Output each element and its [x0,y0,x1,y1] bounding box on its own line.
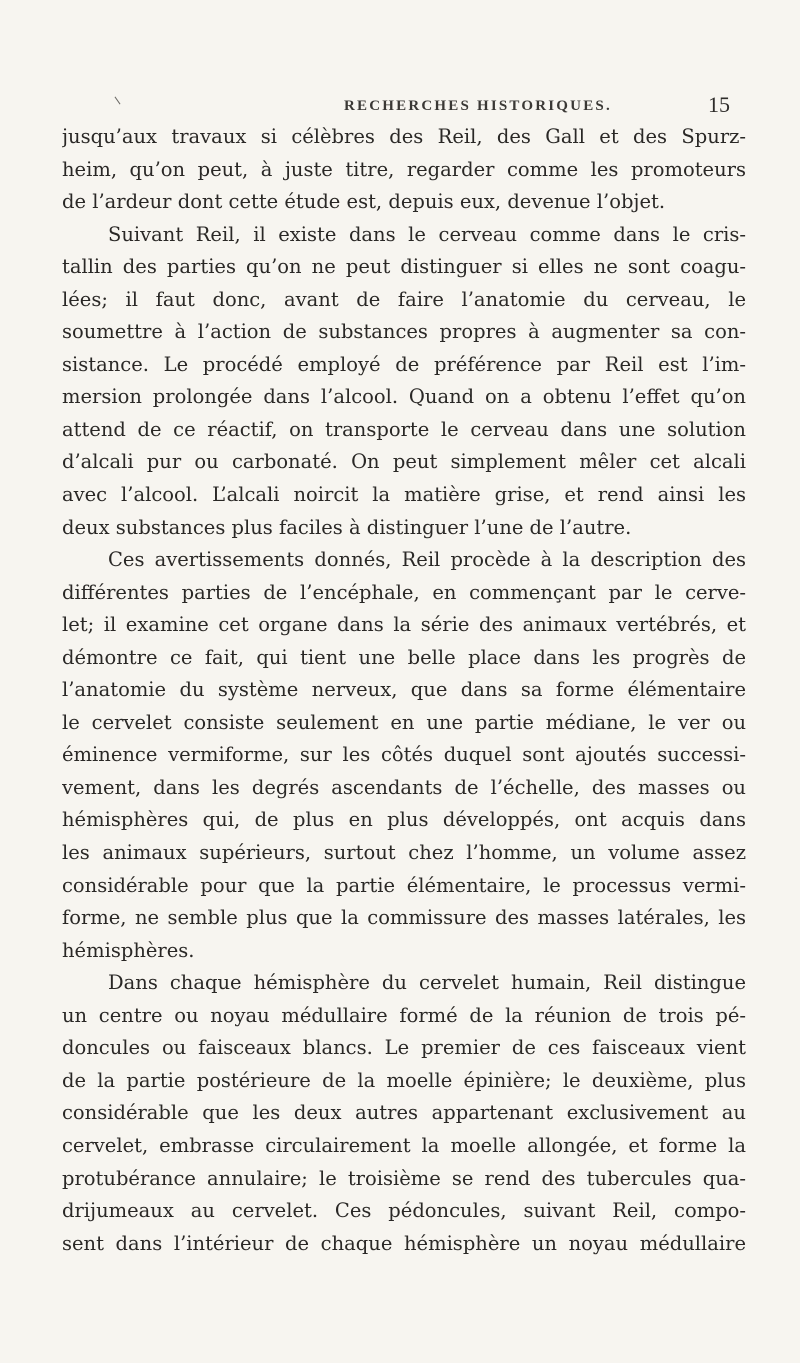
text-line: Suivant Reil, il existe dans le cerveau comme dans le cris- [108,222,746,246]
text-line: drijumeaux au cervelet. Ces pédoncules, suivant Reil, compo- [62,1199,746,1223]
text-line: considérable pour que la partie élémentaire, le processus vermi- [62,873,746,897]
text-line: hémisphères. [62,938,195,962]
text-line: let; il examine cet organe dans la série des animaux vertébrés, et [62,613,746,637]
text-line: Ces avertissements donnés, Reil procède à la description des [108,548,746,572]
body-text [62,121,746,1260]
text-line: Dans chaque hémisphère du cervelet humain, Reil distingue [108,971,746,995]
text-line: jusqu’aux travaux si célèbres des Reil, des Gall et des Spurz- [62,125,746,148]
header-title: RECHERCHES HISTORIQUES. [344,98,612,114]
text-line: protubérance annulaire; le troisième se rend des tubercules qua- [62,1166,746,1190]
text-line: sent dans l’intérieur de chaque hémisphère un noyau médullaire [62,1231,746,1255]
text-line: attend de ce réactif, on transporte le cerveau dans une solution [62,417,746,441]
text-line: cervelet, embrasse circulairement la moelle allongée, et forme la [62,1133,746,1157]
text-line: soumettre à l’action de substances propres à augmenter sa con- [62,320,746,344]
text-line: l’anatomie du système nerveux, que dans sa forme élémentaire [62,678,746,702]
text-line: éminence vermiforme, sur les côtés duquel sont ajoutés successi- [62,743,746,767]
text-line: forme, ne semble plus que la commissure des masses latérales, les [62,906,746,930]
text-line: considérable que les deux autres appartenant exclusivement au [62,1101,746,1125]
text-line: tallin des parties qu’on ne peut distinguer si elles ne sont coagu- [62,255,746,279]
text-line: lées; il faut donc, avant de faire l’anatomie du cerveau, le [62,287,746,311]
text-line: avec l’alcool. L’alcali noircit la matière grise, et rend ainsi les [62,483,746,507]
text-line: doncules ou faisceaux blancs. Le premier de ces faisceaux vient [62,1036,746,1060]
running-header [0,92,800,122]
text-line: de l’ardeur dont cette étude est, depuis eux, devenue l’objet. [62,190,666,214]
text-line: les animaux supérieurs, surtout chez l’homme, un volume assez [62,841,746,865]
text-line: sistance. Le procédé employé de préférence par Reil est l’im- [62,352,746,376]
text-line: d’alcali pur ou carbonaté. On peut simplement mêler cet alcali [62,450,746,474]
text-line: heim, qu’on peut, à juste titre, regarder comme les promoteurs [62,157,746,181]
text-line: mersion prolongée dans l’alcool. Quand on a obtenu l’effet qu’on [62,385,746,409]
text-line: vement, dans les degrés ascendants de l’échelle, des masses ou [62,775,746,799]
text-line: deux substances plus faciles à distinguer l’une de l’autre. [62,515,632,539]
text-line: démontre ce fait, qui tient une belle place dans les progrès de [62,645,746,669]
text-line: le cervelet consiste seulement en une partie médiane, le ver ou [62,710,746,734]
text-line: de la partie postérieure de la moelle épinière; le deuxième, plus [62,1068,746,1092]
text-line: hémisphères qui, de plus en plus développés, ont acquis dans [62,808,746,832]
text-line: différentes parties de l’encéphale, en commençant par le cerve- [62,580,746,604]
text-line: un centre ou noyau médullaire formé de la réunion de trois pé- [62,1003,746,1027]
page-number: 15 [708,92,730,117]
